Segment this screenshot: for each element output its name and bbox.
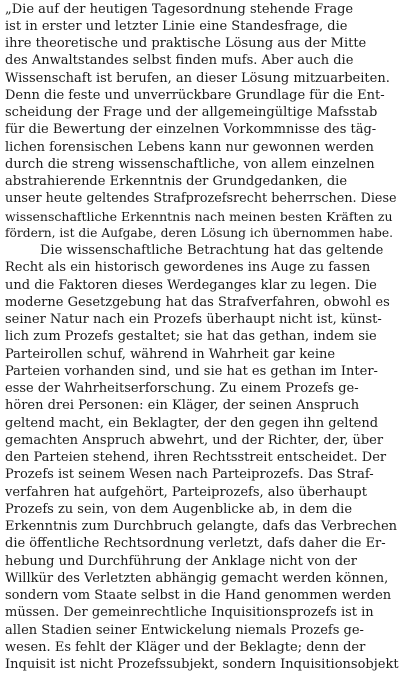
text-line: gemachten Anspruch abwehrt, und der Richter, der, über [5,433,384,448]
text-line: Inquisit ist nicht Prozefssubjekt, sondern Inquisitionsobjekt [5,657,399,672]
text-line: fördern, ist die Aufgabe, deren Lösung ich übernommen habe. [5,226,394,240]
text-line: verfahren hat aufgehört, Parteiprozefs, also überhaupt [5,485,367,500]
text-line: müssen. Der gemeinrechtliche Inquisitionsprozefs ist in [5,605,374,620]
text-line: Die wissenschaftliche Betrachtung hat das geltende [40,243,384,258]
text-line: abstrahierende Erkenntnis der Grundgedanken, die [5,174,348,189]
text-line: sondern vom Staate selbst in die Hand genommen werden [5,588,392,603]
text-line: hören drei Personen: ein Kläger, der seinen Anspruch [5,398,360,413]
text-line: des Anwaltstandes selbst finden mufs. Aber auch die [5,53,354,68]
text-line: hebung und Durchführung der Anklage nicht von der [5,554,357,569]
text-line: Parteirollen schuf, während in Wahrheit gar keine [5,347,336,362]
text-line: Prozefs zu sein, von dem Augenblicke ab, in dem die [5,502,353,517]
text-line: scheidung der Frage und der allgemeingültige Mafsstab [5,105,378,120]
text-line: unser heute geltendes Strafprozefsrecht beherrschen. Diese [5,191,397,206]
text-line: „Die auf der heutigen Tagesordnung stehende Frage [5,2,354,17]
text-line: esse der Wahrheitserforschung. Zu einem Prozefs ge- [5,381,359,396]
text-line: ihre theoretische und praktische Lösung aus der Mitte [5,36,367,51]
text-line: Wissenschaft ist berufen, an dieser Lösung mitzuarbeiten. [5,71,390,86]
text-line: lichen forensischen Lebens kann nur gewonnen werden [5,140,374,155]
text-line: geltend macht, ein Beklagter, der den gegen ihn geltend [5,416,379,431]
text-line: Erkenntnis zum Durchbruch gelangte, dafs das Verbrechen [5,519,398,534]
text-line: und die Faktoren dieses Werdeganges klar zu legen. Die [5,278,377,293]
text-line: allen Stadien seiner Entwickelung niemals Prozefs ge- [5,623,364,638]
text-line: Recht als ein historisch gewordenes ins Auge zu fassen [5,260,371,275]
text-line: die öffentliche Rechtsordnung verletzt, dafs daher die Er- [5,536,386,551]
text-line: wissenschaftliche Erkenntnis nach meinen besten Kräften zu [5,209,393,224]
text-line: seiner Natur nach ein Prozefs überhaupt nicht ist, künst- [5,312,382,327]
text-line: durch die streng wissenschaftliche, von allem einzelnen [5,157,375,172]
text-line: lich zum Prozefs gestaltet; sie hat das gethan, indem sie [5,329,377,344]
text-line: ist in erster und letzter Linie eine Standesfrage, die [5,19,348,34]
text-line: für die Bewertung der einzelnen Vorkommnisse des täg- [5,122,377,137]
text-line: wesen. Es fehlt der Kläger und der Beklagte; denn der [5,640,366,655]
text-line: Prozefs ist seinem Wesen nach Parteiprozefs. Das Straf- [5,467,374,482]
text-line: moderne Gesetzgebung hat das Strafverfahren, obwohl es [5,295,390,310]
text-line: Parteien vorhanden sind, und sie hat es gethan im Inter- [5,364,378,379]
text-line: den Parteien stehend, ihren Rechtsstreit entscheidet. Der [5,450,387,465]
text-line: Denn die feste und unverrückbare Grundlage für die Ent- [5,88,385,103]
text-line: Willkür des Verletzten abhängig gemacht werden können, [5,571,389,586]
